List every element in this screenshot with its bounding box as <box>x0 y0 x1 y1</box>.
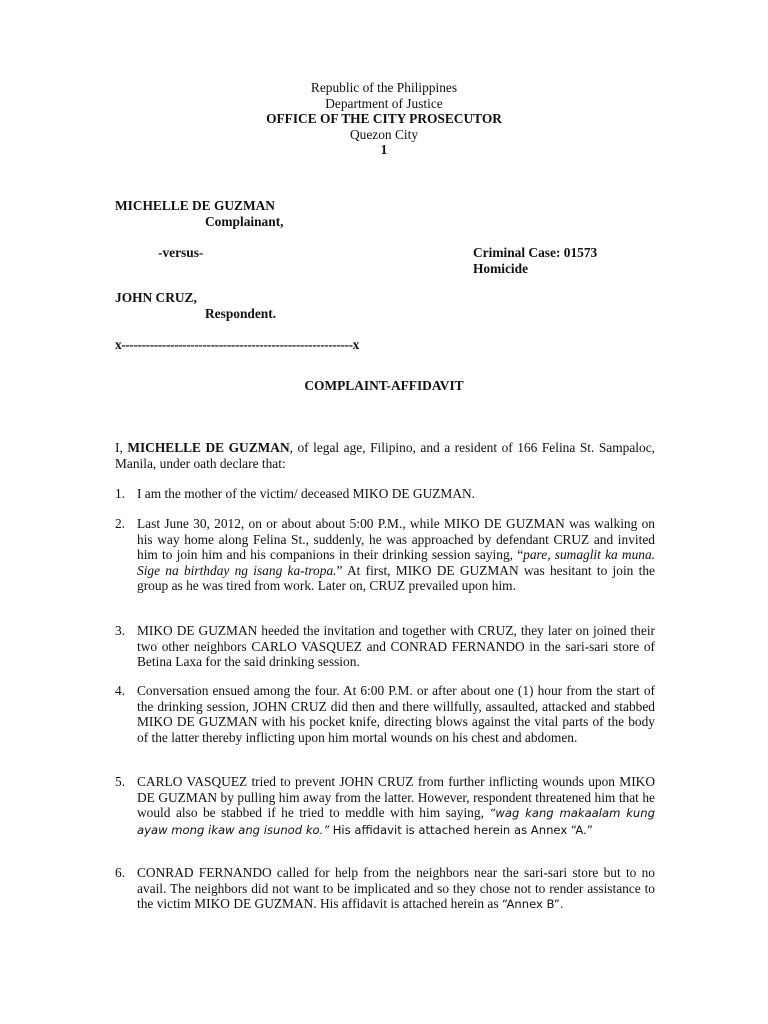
respondent-role: Respondent. <box>205 306 277 321</box>
item-text: ” At first, MIKO DE GUZMAN was hesitant to join the group as he was tired from work. Later on, CRUZ prevailed upon him. <box>137 562 655 593</box>
document-header <box>0 80 768 158</box>
intro-paragraph <box>115 440 655 471</box>
complainant-name: MICHELLE DE GUZMAN <box>115 198 275 213</box>
intro-name: MICHELLE DE GUZMAN <box>127 440 290 455</box>
item-text: CARLO VASQUEZ tried to prevent JOHN CRUZ from further inflicting wounds upon MIKO DE GUZMAN by pulling him away from the latter. However, respondent threatened him that he would also be stabbed if he tried to meddle with him saying, <box>137 774 655 820</box>
item-text: CONRAD FERNANDO called for help from the neighbors near the sari-sari store but to no avail. The neighbors did not want to be implicated and so they chose not to render assistance to the victim MIKO DE GUZMAN. His affidavit is attached herein as <box>137 865 655 911</box>
case-number: Criminal Case: 01573 <box>473 245 598 260</box>
header-republic: Republic of the Philippines <box>310 80 458 95</box>
list-item <box>137 516 655 594</box>
item-text: MIKO DE GUZMAN heeded the invitation and together with CRUZ, they later on joined their two other neighbors CARLO VASQUEZ and CONRAD FERNANDO in the sari-sari store of Betina Laxa for the said drinking session. <box>137 623 655 669</box>
item-number: 4. <box>115 683 126 698</box>
item-number: 2. <box>115 516 126 531</box>
item-number: 3. <box>115 623 126 638</box>
item-text: I am the mother of the victim/ deceased MIKO DE GUZMAN. <box>137 486 476 501</box>
complainant-role: Complainant, <box>205 214 284 229</box>
item-quote: pare, sumaglit ka muna. Sige na birthday ng isang ka-tropa. <box>137 547 655 578</box>
versus-label: -versus- <box>158 245 204 260</box>
document-title: COMPLAINT-AFFIDAVIT <box>304 378 464 393</box>
item-text: Last June 30, 2012, on or about about 5:00 P.M., while MIKO DE GUZMAN was walking on his way home along Felina St., suddenly, he was approached by defendant CRUZ and invited him to join him and his companions in their drinking session saying, “ <box>137 516 655 562</box>
item-text: Conversation ensued among the four. At 6:00 P.M. or after about one (1) hour from the start of the drinking session, JOHN CRUZ did then and there willfully, assaulted, attacked and stabbed MIKO DE GUZMAN with his pocket knife, directing blows against the vital parts of the body of the latter thereby inflicting upon him mortal wounds on his chest and abdomen. <box>137 683 655 745</box>
item-number: 1. <box>115 486 126 501</box>
intro-prefix: I, <box>115 440 128 455</box>
item-text: His affidavit is attached herein as Annex “A.” <box>332 822 593 837</box>
respondent-name: JOHN CRUZ, <box>115 290 197 305</box>
list-item <box>137 683 655 745</box>
header-city: Quezon City <box>349 126 419 142</box>
list-item <box>137 865 655 913</box>
item-number: 6. <box>115 865 126 880</box>
list-item <box>137 774 655 838</box>
list-item <box>137 486 655 502</box>
item-number: 5. <box>115 774 126 789</box>
item-text: “Annex B”. <box>501 897 564 911</box>
intro-rest: , of legal age, Filipino, and a resident of 166 Felina St. Sampaloc, Manila, under oath declare that: <box>115 440 655 471</box>
item-quote: “wag kang makaalam kung ayaw mong ikaw ang isunod ko.” <box>137 806 655 837</box>
header-department: Department of Justice <box>325 95 443 111</box>
case-type: Homicide <box>473 261 529 276</box>
list-item <box>137 623 655 670</box>
header-number: 1 <box>380 142 388 157</box>
caption-separator: x---------------------------------------------------------x <box>115 337 359 352</box>
header-office: OFFICE OF THE CITY PROSECUTOR <box>266 111 502 126</box>
